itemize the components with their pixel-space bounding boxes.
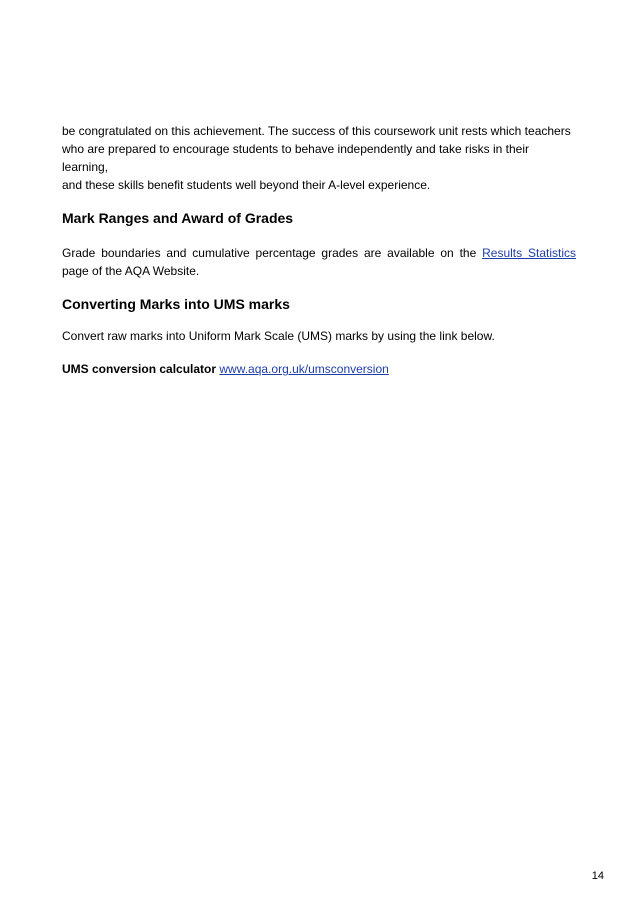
calculator-label: UMS conversion calculator: [62, 362, 217, 376]
intro-line-3: and these skills benefit students well beyond their A-level experience.: [62, 178, 431, 192]
mark-ranges-text-after: page of the AQA Website.: [62, 264, 200, 278]
ums-conversion-link[interactable]: www.aqa.org.uk/umsconversion: [219, 362, 389, 376]
calculator-line: [62, 360, 576, 378]
intro-line-1: be congratulated on this achievement. The success of this coursework unit rests which teachers: [62, 124, 571, 138]
page-content: [62, 122, 576, 378]
intro-line-2: who are prepared to encourage students to behave independently and take risks in their learning,: [62, 142, 529, 174]
intro-paragraph: [62, 122, 576, 194]
results-statistics-link[interactable]: Results Statistics: [482, 246, 577, 260]
converting-heading: Converting Marks into UMS marks: [62, 296, 290, 312]
mark-ranges-heading: Mark Ranges and Award of Grades: [62, 210, 294, 226]
mark-ranges-paragraph: [62, 244, 576, 280]
mark-ranges-text: Grade boundaries and cumulative percentage grades are available on the: [62, 246, 477, 260]
converting-paragraph: Convert raw marks into Uniform Mark Scale (UMS) marks by using the link below.: [62, 329, 495, 343]
page-number: 14: [591, 870, 604, 882]
